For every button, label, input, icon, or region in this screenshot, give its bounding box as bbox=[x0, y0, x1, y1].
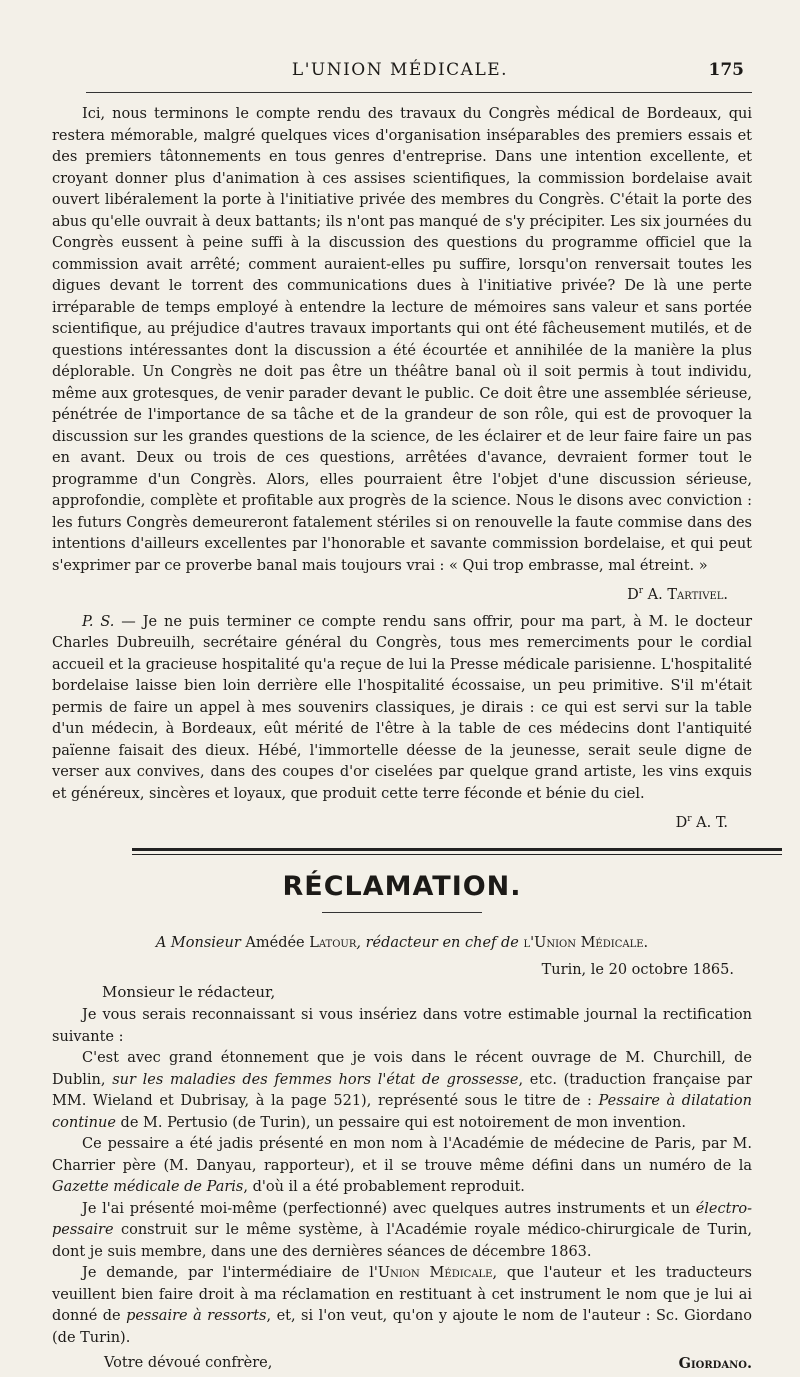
section-divider bbox=[132, 848, 782, 855]
postscript-paragraph: P. S. — Je ne puis terminer ce compte rendu sans offrir, pour ma part, à M. le docteur Charles Dubreuilh, secrétaire général du Congrès, tous mes remerciments pour le cordial accueil et la gracieuse hospitalité qu'a reçue de lui la Presse médicale parisienne. L'hospitalité bordelaise laisse bien loin derrière elle l'hospitalité écossaise, un peu primitive. S'il m'était permis de faire un appel à mes souvenirs classiques, je dirais : ce qui est servi sur la table d'un médecin, à Bordeaux, eût mérité de l'être à la table de ces médecins dont l'antiquité païenne faisait des dieux. Hébé, l'immortelle déesse de la jeunesse, serait seule digne de verser aux convives, dans des coupes d'or ciselées par quelque grand artiste, les vins exquis et généreux, sincères et loyaux, que produit cette terre féconde et bénie du ciel. bbox=[52, 613, 752, 802]
letter-paragraph-5: Je demande, par l'intermédiaire de l'Union Médicale, que l'auteur et les traducteurs veuillent bien faire droit à ma réclamation en restituant à cet instrument le nom que je lui ai donné de pessaire à ressorts, et, si l'on veut, qu'on y ajoute le nom de l'auteur : Sc. Giordano (de Turin). bbox=[52, 1265, 753, 1346]
letter-address: A Monsieur Amédée Latour, rédacteur en chef de l'Union Médicale. bbox=[155, 935, 649, 952]
congress-paragraph: Ici, nous terminons le compte rendu des travaux du Congrès médical de Bordeaux, qui restera mémorable, malgré quelques vices d'organisation inséparables des premiers essais et des premiers tâtonnements en tous genres d'entreprise. Dans une intention excellente, et croyant donner plus d'animation à ces assises scientifiques, la commission bordelaise avait ouvert libéralement la porte à l'initiative privée des membres du Congrès. C'était la porte des abus qu'elle ouvrait à deux battants; ils n'ont pas manqué de s'y précipiter. Les six journées du Congrès eussent à peine suffi à la discussion des questions du programme officiel que la commission avait arrêté; comment auraient-elles pu suffire, lorsqu'on renversait toutes les digues devant le torrent des communications dues à l'initiative privée? De là une perte irréparable de temps employé à entendre la lecture de mémoires sans valeur et sans portée scientifique, au préjudice d'autres travaux importants qui ont été fâcheusement mutilés, et de questions intéressantes dont la discussion a été écourtée et annihilée de la manière la plus déplorable. Un Congrès ne doit pas être un théâtre banal où il soit permis à tout individu, même aux grotesques, de venir parader devant le public. Ce doit être une assemblée sérieuse, pénétrée de l'importance de sa tâche et de la grandeur de son rôle, qui est de provoquer la discussion sur les grandes questions de la science, de les éclairer et de leur faire faire un pas en avant. Deux ou trois de ces questions, arrêtées d'avance, devraient former tout le programme d'un Congrès. Alors, elles pourraient être l'objet d'une discussion sérieuse, approfondie, complète et profitable aux progrès de la science. Nous le disons avec conviction : les futurs Congrès demeureront fatalement stériles si on renouvelle la faute commise dans des intentions d'ailleurs excellentes par l'honorable et savante commission bordelaise, et qui peut s'exprimer par ce proverbe banal mais toujours vrai : « Qui trop embrasse, mal étreint. » bbox=[52, 106, 752, 574]
running-header bbox=[0, 58, 800, 86]
signature-tartivel: $D^r$ A. Tartivel. bbox=[627, 586, 728, 603]
letter-dateline: Turin, le 20 octobre 1865. bbox=[541, 962, 734, 979]
signature-initials: $D^r$ A. T. bbox=[675, 814, 728, 832]
journal-title: L'UNION MÉDICALE. bbox=[291, 60, 509, 80]
title-underline bbox=[322, 912, 482, 913]
letter-closing bbox=[52, 1353, 752, 1377]
page-body bbox=[52, 104, 752, 1377]
letter-paragraph-2: C'est avec grand étonnement que je vois dans le récent ouvrage de M. Churchill, de Dublin, sur les maladies des femmes hors l'état de grossesse, etc. (traduction française par MM. Wieland et Dubrisay, à la page 521), représenté sous le titre de : Pessaire à dilatation continue de M. Pertusio (de Turin), un pessaire qui est notoirement de mon invention. bbox=[52, 1050, 753, 1131]
letter-paragraph-3: Ce pessaire a été jadis présenté en mon nom à l'Académie de médecine de Paris, par M. Charrier père (M. Danyau, rapporteur), et il se trouve même défini dans un numéro de la Gazette médicale de Paris, d'où il a été probablement reproduit. bbox=[52, 1136, 752, 1196]
closing-phrase: Votre dévoué confrère, bbox=[104, 1355, 273, 1372]
page-number: 175 bbox=[708, 60, 744, 80]
letter-paragraph-1: Je vous serais reconnaissant si vous insériez dans votre estimable journal la rectification suivante : bbox=[52, 1007, 752, 1045]
section-title: RÉCLAMATION. bbox=[282, 871, 522, 903]
letter-signature: Giordano. bbox=[678, 1355, 752, 1373]
header-rule bbox=[86, 92, 752, 93]
letter-salutation: Monsieur le rédacteur, bbox=[102, 983, 276, 1002]
ps-label: P. S. bbox=[82, 613, 115, 630]
letter-paragraph-4: Je l'ai présenté moi-même (perfectionné) avec quelques autres instruments et un électro-pessaire construit sur le même système, à l'Académie royale médico-chirurgicale de Turin, dont je suis membre, dans une des dernières séances de décembre 1863. bbox=[52, 1200, 752, 1260]
